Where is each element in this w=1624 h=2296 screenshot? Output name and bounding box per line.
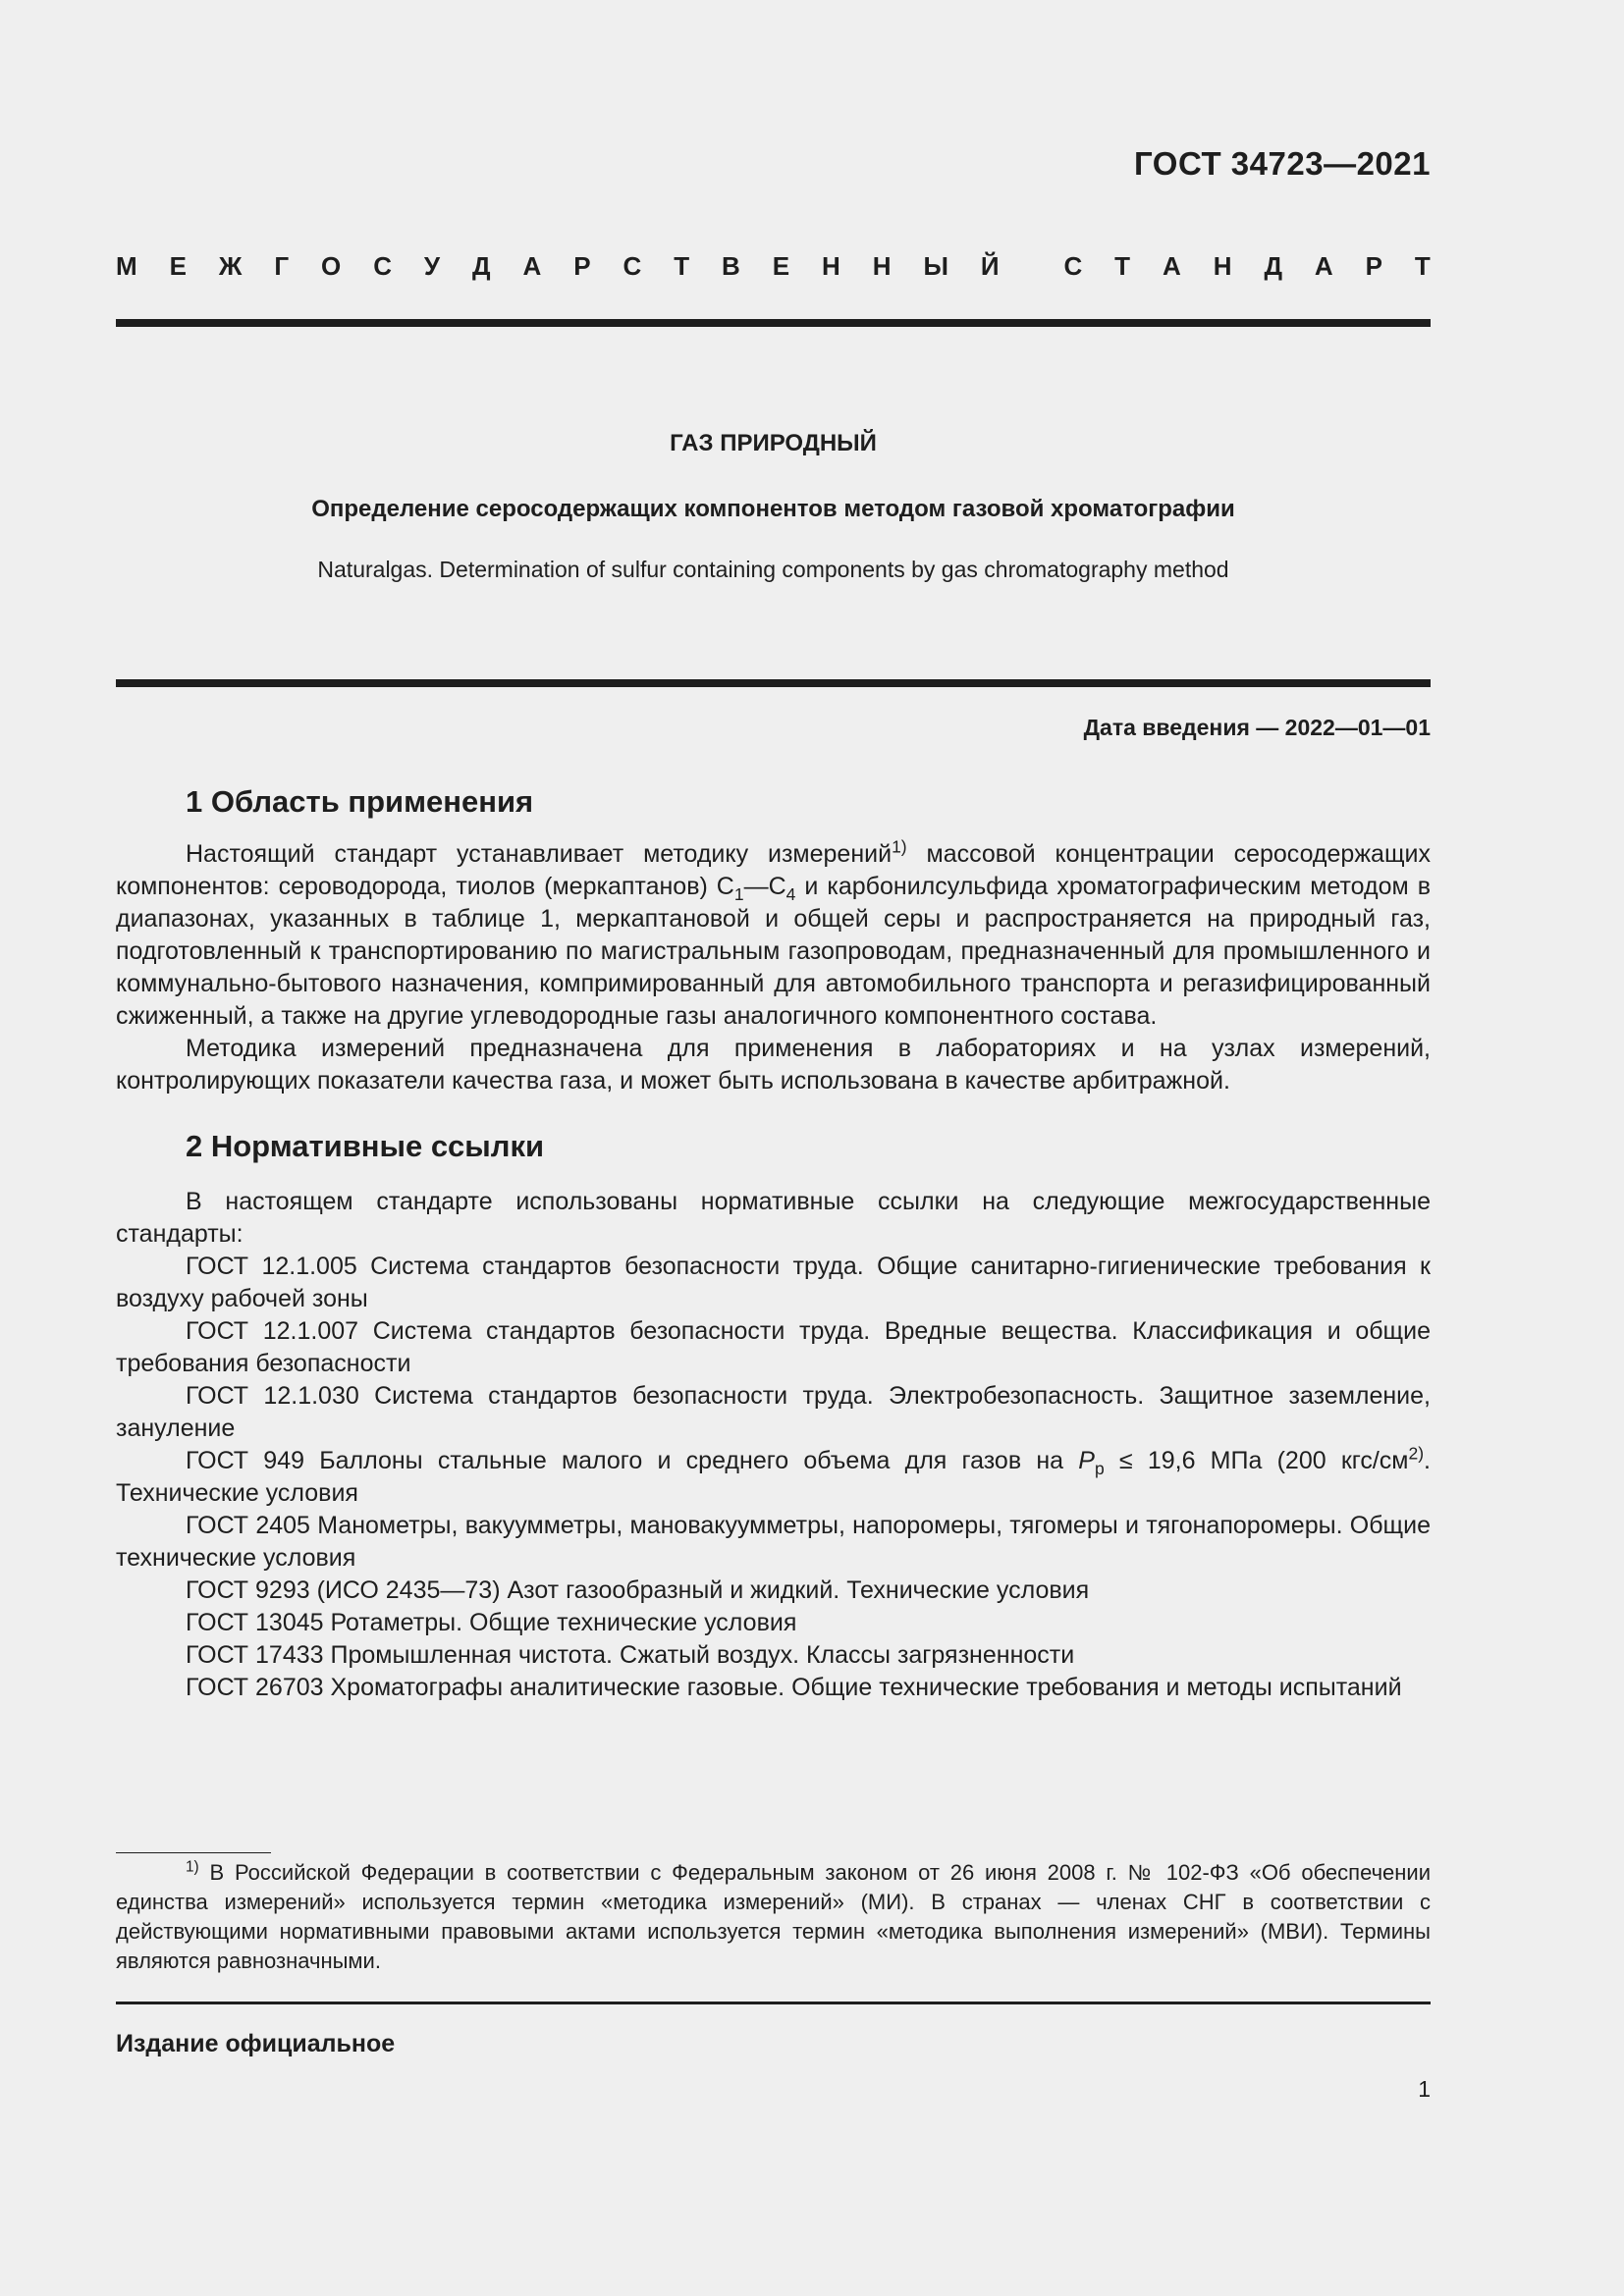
letter: Ж <box>218 251 243 281</box>
letter: В <box>722 251 740 281</box>
footnote-marker: 1) <box>186 1858 199 1876</box>
normative-reference: ГОСТ 949 Баллоны стальные малого и среднего объема для газов на $P_р \le 19,6$ МПа (200 кгс/$см^{2)}$. Технические условия <box>116 1443 1431 1507</box>
letter: У <box>423 251 441 281</box>
letter: Ы <box>923 251 948 281</box>
standard-type-heading <box>116 251 1431 282</box>
letter: Т <box>1414 251 1431 281</box>
document-body <box>116 780 1431 1704</box>
section-1-heading: 1 Область применения <box>186 784 534 819</box>
letter: С <box>1063 251 1083 281</box>
letter: А <box>522 251 542 281</box>
letter: Д <box>472 251 491 281</box>
introduction-date: Дата введения — 2022—01—01 <box>1083 715 1431 740</box>
title-divider <box>116 679 1431 687</box>
letter: Й <box>980 251 1000 281</box>
normative-reference: ГОСТ 9293 (ИСО 2435—73) Азот газообразный и жидкий. Технические условия <box>186 1576 1090 1604</box>
footnote-separator <box>116 1852 271 1853</box>
letter: Р <box>573 251 591 281</box>
footer-divider <box>116 2002 1431 2004</box>
footnote-reference[interactable]: 1) <box>892 836 907 857</box>
letter: А <box>1314 251 1333 281</box>
letter: М <box>116 251 137 281</box>
section-1-paragraph-1: Настоящий стандарт устанавливает методику измерений$^{1)}$ массовой концентрации серосодержащих компонентов: сероводорода, тиолов (меркаптанов) $С_1—С_4$ и карбонилсульфида хроматографическим методом в диапазонах, указанных в таблице 1, меркаптановой и общей серы и распространяется на природный газ, подготовленный к транспортированию по магистральным газопроводам, предназначенный для промышленного и коммунально-бытового назначения, компримированный для автомобильного транспорта и регазифицированный сжиженный, а также на другие углеводородные газы аналогичного компонентного состава. <box>116 836 1431 1030</box>
document-title: ГАЗ ПРИРОДНЫЙ <box>670 430 877 456</box>
letter: Н <box>822 251 840 281</box>
letter: Т <box>674 251 690 281</box>
normative-reference: ГОСТ 17433 Промышленная чистота. Сжатый воздух. Классы загрязненности <box>186 1641 1075 1669</box>
document-number: ГОСТ 34723—2021 <box>1134 145 1431 182</box>
letter: Е <box>772 251 790 281</box>
section-2-intro: В настоящем стандарте использованы нормативные ссылки на следующие межгосударственные стандарты: <box>116 1188 1431 1248</box>
letter: С <box>373 251 392 281</box>
footnote: $^{1)}$ В Российской Федерации в соответствии с Федеральным законом от 26 июня 2008 г. № 102-ФЗ «Об обеспечении единства измерений» используется термин «методика измерений» (МИ). В странах — членах СНГ в соответствии с действующими нормативными правовыми актами используется термин «методика выполнения измерений» (МВИ). Термины являются равнозначными. <box>116 1858 1431 1973</box>
letter: А <box>1163 251 1181 281</box>
document-title-english: Naturalgas. Determination of sulfur containing components by gas chromatography method <box>317 557 1229 582</box>
letter: С <box>623 251 642 281</box>
normative-reference: ГОСТ 12.1.030 Система стандартов безопасности труда. Электробезопасность. Защитное заземление, зануление <box>116 1382 1431 1442</box>
normative-reference: ГОСТ 12.1.005 Система стандартов безопасности труда. Общие санитарно-гигиенические требования к воздуху рабочей зоны <box>116 1253 1431 1312</box>
normative-reference: ГОСТ 13045 Ротаметры. Общие технические условия <box>186 1609 797 1636</box>
section-2-heading: 2 Нормативные ссылки <box>186 1129 545 1163</box>
letter: Т <box>1114 251 1131 281</box>
normative-reference: ГОСТ 12.1.007 Система стандартов безопасности труда. Вредные вещества. Классификация и общие требования безопасности <box>116 1317 1431 1377</box>
letter: Г <box>274 251 290 281</box>
edition-label: Издание официальное <box>116 2030 396 2057</box>
section-1-paragraph-2: Методика измерений предназначена для применения в лабораториях и на узлах измерений, контролирующих показатели качества газа, и может быть использована в качестве арбитражной. <box>116 1035 1431 1095</box>
letter: Е <box>169 251 187 281</box>
letter: Д <box>1264 251 1282 281</box>
header-divider <box>116 319 1431 327</box>
document-subtitle: Определение серосодержащих компонентов методом газовой хроматографии <box>311 496 1235 522</box>
normative-reference: ГОСТ 26703 Хроматографы аналитические газовые. Общие технические требования и методы испытаний <box>186 1674 1402 1701</box>
letter: Н <box>1213 251 1232 281</box>
letter: Н <box>872 251 892 281</box>
letter: О <box>321 251 342 281</box>
page-number: 1 <box>1418 2076 1431 2102</box>
letter: Р <box>1365 251 1382 281</box>
normative-reference: ГОСТ 2405 Манометры, вакуумметры, мановакуумметры, напоромеры, тягомеры и тягонапоромеры. Общие технические условия <box>116 1512 1431 1572</box>
